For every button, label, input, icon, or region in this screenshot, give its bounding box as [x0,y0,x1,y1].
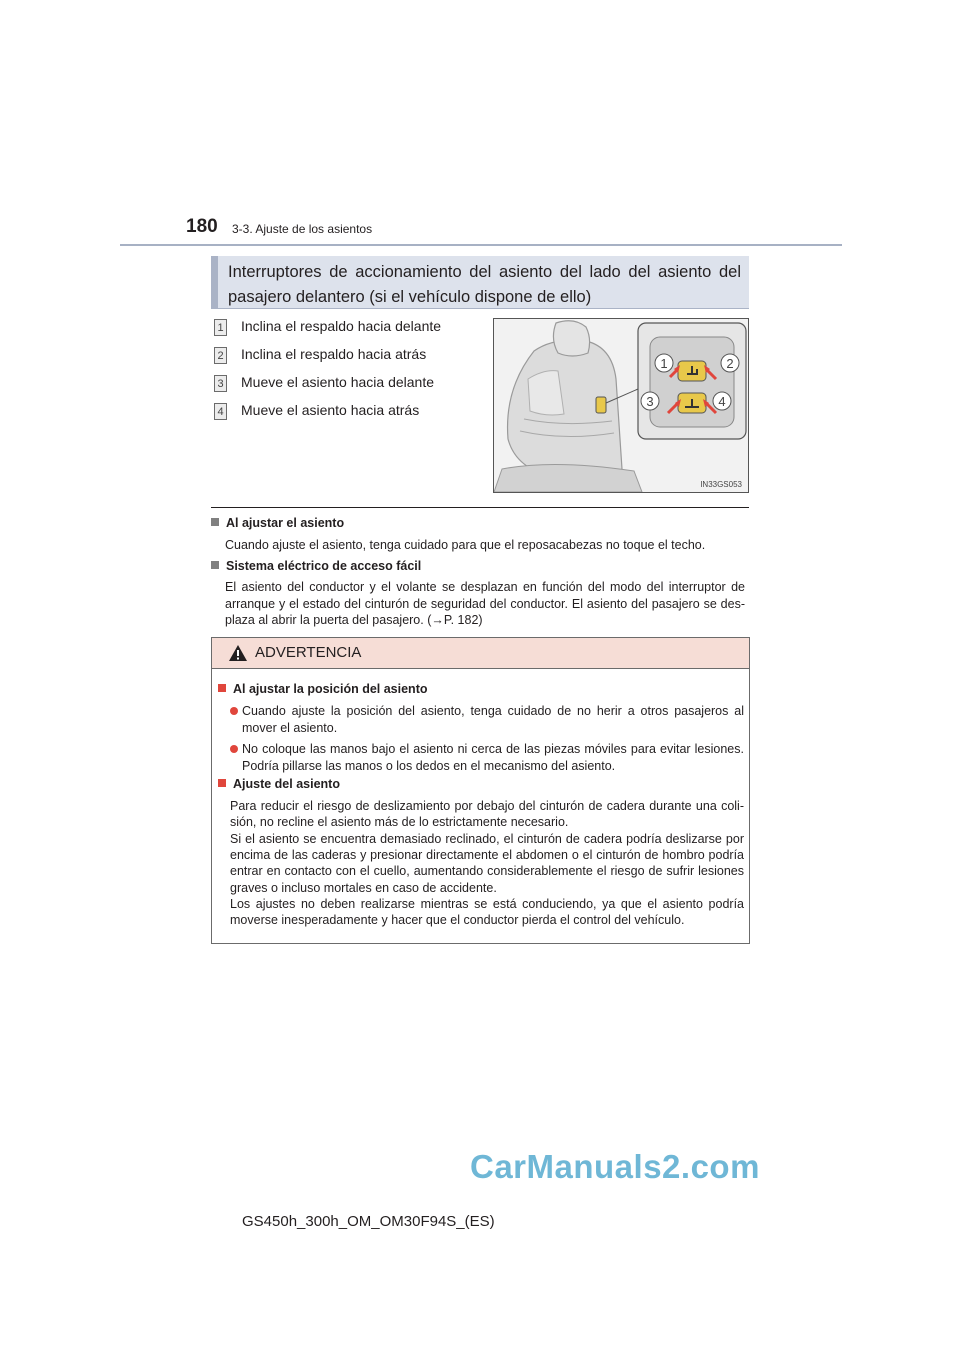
note-body: Cuando ajuste el asiento, tenga cuidado para que el reposacabezas no toque el techo. [225,538,706,552]
list-item [214,316,441,336]
item-number: 4 [214,403,227,420]
section-heading-line2: pasajero delantero (si el vehículo dispone de ello) [228,288,592,306]
warning-paragraph: Para reducir el riesgo de deslizamiento por debajo del cinturón de cadera durante una coli-sión, no recline el asiento más de lo estrictamente necesario. [230,799,744,830]
headrest [553,321,589,356]
item-label: Inclina el respaldo hacia delante [241,318,442,334]
warning-box [211,637,750,944]
list-item [214,372,434,392]
item-label: Inclina el respaldo hacia atrás [241,346,427,362]
seat-panel [528,371,564,415]
callout-4-label: 4 [718,394,726,409]
callout-2-label: 2 [726,356,734,371]
seat-illustration-svg [494,319,748,492]
square-bullet-icon [218,779,226,787]
callout-1-label: 1 [660,356,668,371]
list-item [214,344,426,364]
note-title-text: Sistema eléctrico de acceso fácil [226,559,422,573]
header-rule [120,244,842,246]
seat-switch-illustration [493,318,749,493]
section-heading [211,256,749,309]
note-title [211,559,421,573]
callout-3-label: 3 [646,394,654,409]
warning-section-title [218,682,428,696]
seat-cushion [494,464,642,492]
warning-bullet-text: Cuando ajuste la posición del asiento, tenga cuidado de no herir a otros pasajeros al mover el asiento. [242,704,744,735]
item-number: 3 [214,375,227,392]
warning-header [212,638,749,669]
note-body: El asiento del conductor y el volante se desplazan en función del modo del interruptor de arranque y el estado del cinturón de seguridad del conductor. El asiento del pasajero se des-plaza al abrir la puerta del pasajero. (→P. 182) [225,580,745,627]
warning-triangle-icon [228,644,248,662]
section-title: 3-3. Ajuste de los asientos [232,222,373,236]
page-number: 180 [186,216,218,237]
warning-paragraph: Los ajustes no deben realizarse mientras se está conduciendo, ya que el asiento podría moverse inesperadamente y hacer que el conductor pierda el control del vehículo. [230,897,744,928]
figure-code: IN33GS053 [700,480,742,489]
circle-bullet-icon [230,745,238,753]
circle-bullet-icon [230,707,238,715]
item-label: Mueve el asiento hacia delante [241,374,435,390]
seat-side-switch [596,397,606,413]
warning-paragraph: Si el asiento se encuentra demasiado reclinado, el cinturón de cadera podría deslizarse por encima de las caderas y presionar directamente el abdomen o el cinturón de hombro podría entrar en contacto con el cuello, aumentando considerablemente el riesgo de sufrir lesiones graves o incluso mortales en caso de accidente. [230,832,744,895]
warning-bullet [230,741,744,774]
section-heading-line1: Interruptores de accionamiento del asiento del lado del asiento del [228,263,741,281]
warning-bullet-text: No coloque las manos bajo el asiento ni cerca de las piezas móviles para evitar lesiones. Podría pillarse las manos o los dedos en el mecanismo del asiento. [242,742,744,773]
warning-section-title-text: Al ajustar la posición del asiento [233,682,428,696]
list-item [214,400,419,420]
item-number: 2 [214,347,227,364]
item-number: 1 [214,319,227,336]
square-bullet-icon [211,518,219,526]
footer-code: GS450h_300h_OM_OM30F94S_(ES) [242,1213,495,1230]
item-label: Mueve el asiento hacia atrás [241,402,420,418]
square-bullet-icon [218,684,226,692]
note-title [211,516,344,530]
warning-section-title-text: Ajuste del asiento [233,777,340,791]
warning-bullet [230,703,744,736]
watermark: CarManuals2.com [470,1148,760,1185]
warning-section-title [218,777,340,791]
warning-header-label: ADVERTENCIA [255,644,362,661]
square-bullet-icon [211,561,219,569]
section-divider [211,507,749,508]
note-title-text: Al ajustar el asiento [226,516,345,530]
